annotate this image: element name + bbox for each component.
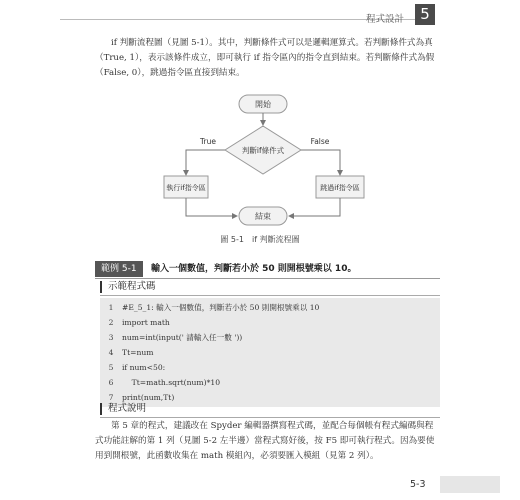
arrow-false-to-end <box>289 198 340 216</box>
line-number: 2 <box>108 318 114 327</box>
example-title: 輸入一個數值，判斷若小於 50 則開根號乘以 10。 <box>151 264 357 274</box>
section-rule <box>100 295 440 296</box>
execute-if-block-label: 執行if指令區 <box>166 184 206 192</box>
example-tag: 範例 5-1 <box>95 261 143 277</box>
code-line <box>100 300 440 315</box>
arrow-true-to-end <box>186 198 237 216</box>
chapter-number-badge: 5 <box>415 4 435 25</box>
arrow-true-branch <box>186 150 225 175</box>
code-line <box>100 330 440 345</box>
code-line <box>100 345 440 360</box>
code-text: Tt=num <box>122 348 154 357</box>
example-heading <box>95 260 440 279</box>
figure-caption: 圖 5-1 if 判斷流程圖 <box>220 235 300 244</box>
code-line <box>100 315 440 330</box>
line-number: 6 <box>108 378 114 387</box>
explanation-paragraph: 第 5 章的程式，建議改在 Spyder 編輯器撰寫程式碼，並配合每個帳有程式編碼與程式功能註解的第 1 列（見圖 5-2 左半邊）當程式寫好後，按 F5 即可執行程式。因為要使用到開根號，此函數收集在 math 模組內，必須要匯入模組（見第 2 列）。 <box>95 421 435 461</box>
code-block <box>100 298 440 407</box>
section-heading-explain: 程式說明 <box>100 403 447 415</box>
false-label: False <box>310 137 330 146</box>
line-number: 4 <box>108 348 114 357</box>
line-number: 3 <box>108 333 114 342</box>
code-text: #E_5_1: 輸入一個數值，判斷若小於 50 則開根號乘以 10 <box>122 303 320 312</box>
skip-if-block-label: 跳過if指令區 <box>320 184 360 192</box>
if-flowchart <box>150 90 380 230</box>
chapter-title: 程式設計 <box>366 14 405 25</box>
code-text: num=int(input(' 請輸入任一數 ')) <box>122 333 243 342</box>
end-label: 結束 <box>255 212 271 221</box>
start-label: 開始 <box>255 100 271 109</box>
code-line <box>100 375 440 390</box>
code-text: if num<50: <box>122 363 166 372</box>
code-text: print(num,Tt) <box>122 393 175 402</box>
footer-bar <box>440 476 500 493</box>
code-text: import math <box>122 318 170 327</box>
intro-paragraph: if 判斷流程圖（見圖 5-1）。其中，判斷條件式可以是邏輯運算式。若判斷條件式為真（True, 1），表示該條件成立，即可執行 if 指令區內的指令直到結束。若判斷條件式為假（False, 0），跳過指令區直接到結束。 <box>95 38 435 78</box>
true-label: True <box>200 137 216 146</box>
line-number: 1 <box>108 303 114 312</box>
line-number: 7 <box>108 393 114 402</box>
line-number: 5 <box>108 363 114 372</box>
page-number: 5-3 <box>410 479 426 490</box>
arrow-false-branch <box>301 150 340 175</box>
section-heading-code: 示範程式碼 <box>100 281 447 293</box>
code-text: Tt=math.sqrt(num)*10 <box>122 378 221 387</box>
code-line <box>100 360 440 375</box>
decision-label: 判斷if條件式 <box>241 146 285 155</box>
section-rule <box>100 417 440 418</box>
